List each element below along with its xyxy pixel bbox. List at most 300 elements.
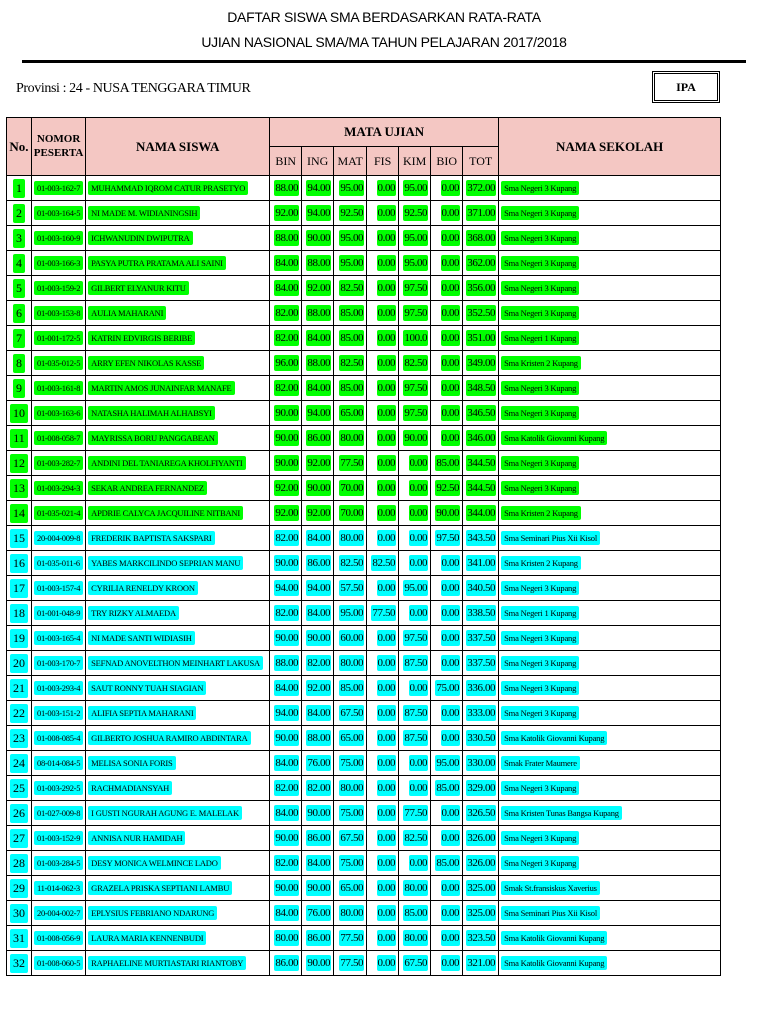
score-fis: 0.00 [377, 582, 396, 594]
row-number-cell [7, 501, 32, 526]
score-kim: 92.50 [404, 207, 428, 219]
table-row [7, 176, 721, 201]
score-kim-cell [399, 226, 431, 251]
score-ing-cell [302, 576, 334, 601]
score-bin: 86.00 [275, 957, 299, 969]
score-fis: 0.00 [377, 432, 396, 444]
score-bin: 90.00 [275, 407, 299, 419]
score-total: 329.00 [467, 782, 496, 794]
score-kim-cell [399, 576, 431, 601]
student-name-cell [86, 251, 270, 276]
school-name-cell [499, 651, 721, 676]
col-header-peserta [32, 118, 86, 176]
score-mat-cell [334, 276, 367, 301]
score-bio: 0.00 [441, 232, 460, 244]
table-row [7, 426, 721, 451]
row-number: 17 [10, 579, 28, 598]
score-total-cell [463, 576, 499, 601]
row-number: 16 [10, 554, 28, 573]
score-bin-cell [270, 901, 302, 926]
participant-number-cell [32, 926, 86, 951]
student-name: GRAZELA PRISKA SEPTIANI LAMBU [88, 881, 232, 895]
score-kim: 97.50 [404, 382, 428, 394]
score-fis: 0.00 [377, 907, 396, 919]
participant-number-cell [32, 476, 86, 501]
school-name: Sma Negeri 3 Kupang [501, 631, 579, 645]
participant-number-cell [32, 426, 86, 451]
score-bin: 90.00 [275, 432, 299, 444]
score-mat: 75.00 [340, 807, 364, 819]
score-bin: 90.00 [275, 732, 299, 744]
score-total-cell [463, 526, 499, 551]
score-bio-cell [431, 451, 463, 476]
score-fis-cell [367, 301, 399, 326]
score-ing-cell [302, 376, 334, 401]
school-name-cell [499, 551, 721, 576]
score-total: 368.00 [467, 232, 496, 244]
school-name: Sma Negeri 3 Kupang [501, 206, 579, 220]
school-name-cell [499, 176, 721, 201]
score-total-cell [463, 276, 499, 301]
score-ing: 88.00 [307, 732, 331, 744]
score-mat: 67.50 [340, 707, 364, 719]
school-name-cell [499, 951, 721, 976]
score-fis-cell [367, 576, 399, 601]
school-name: Sma Negeri 3 Kupang [501, 481, 579, 495]
score-bin-cell [270, 876, 302, 901]
participant-number: 01-003-163-6 [34, 406, 83, 420]
row-number-cell [7, 626, 32, 651]
score-mat: 65.00 [340, 407, 364, 419]
score-ing: 94.00 [307, 182, 331, 194]
score-ing-cell [302, 201, 334, 226]
score-ing-cell [302, 876, 334, 901]
col-header-mata-ujian: MATA UJIAN [270, 118, 499, 147]
row-number: 26 [10, 804, 28, 823]
score-fis-cell [367, 501, 399, 526]
school-name: Sma Negeri 3 Kupang [501, 381, 579, 395]
table-row [7, 401, 721, 426]
score-mat: 80.00 [340, 657, 364, 669]
table-row [7, 926, 721, 951]
score-mat: 60.00 [340, 632, 364, 644]
score-bio-cell [431, 701, 463, 726]
program-label: IPA [676, 79, 696, 94]
score-kim: 87.50 [404, 657, 428, 669]
score-ing: 88.00 [307, 307, 331, 319]
row-number-cell [7, 251, 32, 276]
score-total-cell [463, 426, 499, 451]
score-total-cell [463, 476, 499, 501]
score-kim-cell [399, 526, 431, 551]
score-bin-cell [270, 351, 302, 376]
score-mat: 95.00 [340, 257, 364, 269]
participant-number: 01-008-058-7 [34, 431, 83, 445]
participant-number-cell [32, 451, 86, 476]
score-fis-cell [367, 476, 399, 501]
score-kim-cell [399, 876, 431, 901]
score-mat-cell [334, 826, 367, 851]
score-mat-cell [334, 576, 367, 601]
school-name: Sma Negeri 3 Kupang [501, 681, 579, 695]
score-total: 326.00 [467, 857, 496, 869]
row-number: 29 [10, 879, 28, 898]
table-row [7, 551, 721, 576]
table-row [7, 326, 721, 351]
participant-number-cell [32, 776, 86, 801]
row-number-cell [7, 276, 32, 301]
score-bin: 88.00 [275, 182, 299, 194]
row-number-cell [7, 851, 32, 876]
participant-number: 01-003-161-8 [34, 381, 83, 395]
score-kim: 67.50 [404, 957, 428, 969]
score-ing: 76.00 [307, 907, 331, 919]
score-mat: 80.00 [340, 432, 364, 444]
score-total-cell [463, 226, 499, 251]
score-kim: 80.00 [404, 882, 428, 894]
school-name-cell [499, 726, 721, 751]
student-name: YABES MARKCILINDO SEPRIAN MANU [88, 556, 243, 570]
score-ing-cell [302, 551, 334, 576]
score-bio-cell [431, 676, 463, 701]
school-name-cell [499, 401, 721, 426]
student-name-cell [86, 876, 270, 901]
participant-number: 01-001-048-9 [34, 606, 83, 620]
score-mat: 82.50 [340, 357, 364, 369]
score-total-cell [463, 176, 499, 201]
score-fis: 0.00 [377, 682, 396, 694]
row-number-cell [7, 451, 32, 476]
row-number: 31 [10, 929, 28, 948]
score-fis-cell [367, 451, 399, 476]
student-name-cell [86, 276, 270, 301]
score-bin: 90.00 [275, 832, 299, 844]
student-name: ALIFIA SEPTIA MAHARANI [88, 706, 196, 720]
student-name-cell [86, 776, 270, 801]
col-header-subject: ING [302, 147, 334, 176]
score-bin-cell [270, 326, 302, 351]
student-name-cell [86, 201, 270, 226]
score-ing: 90.00 [307, 232, 331, 244]
score-total-cell [463, 826, 499, 851]
score-ing-cell [302, 601, 334, 626]
score-bin: 82.00 [275, 857, 299, 869]
score-kim: 97.50 [404, 307, 428, 319]
school-name-cell [499, 451, 721, 476]
participant-number-cell [32, 651, 86, 676]
table-row [7, 726, 721, 751]
row-number-cell [7, 651, 32, 676]
col-header-subject: BIN [270, 147, 302, 176]
col-header-peserta-line1: NOMOR [36, 132, 81, 145]
score-bio-cell [431, 301, 463, 326]
score-total: 351.00 [467, 332, 496, 344]
score-ing-cell [302, 251, 334, 276]
score-ing-cell [302, 776, 334, 801]
row-number-cell [7, 601, 32, 626]
student-name: ANDINI DEL TANIAREGA KHOLFIYANTI [88, 456, 245, 470]
score-ing: 86.00 [307, 832, 331, 844]
score-kim-cell [399, 276, 431, 301]
participant-number: 11-014-062-3 [34, 881, 83, 895]
participant-number-cell [32, 751, 86, 776]
score-bio-cell [431, 601, 463, 626]
score-kim-cell [399, 701, 431, 726]
score-fis: 0.00 [377, 732, 396, 744]
score-bin-cell [270, 201, 302, 226]
student-name-cell [86, 676, 270, 701]
score-fis: 0.00 [377, 232, 396, 244]
score-kim-cell [399, 626, 431, 651]
score-fis: 0.00 [377, 932, 396, 944]
student-name: MARTIN AMOS JUNAINFAR MANAFE [88, 381, 234, 395]
score-fis-cell [367, 626, 399, 651]
score-fis: 0.00 [377, 532, 396, 544]
school-name-cell [499, 826, 721, 851]
participant-number: 01-003-165-4 [34, 631, 83, 645]
score-ing: 90.00 [307, 482, 331, 494]
score-fis-cell [367, 726, 399, 751]
score-ing: 94.00 [307, 207, 331, 219]
score-bin-cell [270, 651, 302, 676]
score-kim-cell [399, 726, 431, 751]
row-number-cell [7, 301, 32, 326]
student-name-cell [86, 176, 270, 201]
score-total: 348.50 [467, 382, 496, 394]
participant-number: 01-003-284-5 [34, 856, 83, 870]
row-number: 5 [13, 279, 25, 298]
row-number-cell [7, 426, 32, 451]
participant-number-cell [32, 951, 86, 976]
table-row [7, 626, 721, 651]
table-row [7, 851, 721, 876]
student-name-cell [86, 551, 270, 576]
score-bio: 0.00 [441, 382, 460, 394]
score-bin-cell [270, 851, 302, 876]
document-title-line-1: DAFTAR SISWA SMA BERDASARKAN RATA-RATA [227, 9, 541, 25]
score-ing: 84.00 [307, 332, 331, 344]
participant-number: 01-027-009-8 [34, 806, 83, 820]
score-kim: 0.00 [409, 782, 428, 794]
score-bin: 94.00 [275, 707, 299, 719]
score-fis-cell [367, 951, 399, 976]
row-number-cell [7, 826, 32, 851]
row-number: 9 [13, 379, 25, 398]
participant-number-cell [32, 726, 86, 751]
school-name-cell [499, 376, 721, 401]
score-kim: 0.00 [409, 457, 428, 469]
participant-number-cell [32, 526, 86, 551]
score-bin-cell [270, 276, 302, 301]
participant-number-cell [32, 226, 86, 251]
student-name: AULIA MAHARANI [88, 306, 166, 320]
school-name: Sma Negeri 3 Kupang [501, 181, 579, 195]
score-fis-cell [367, 676, 399, 701]
score-kim: 0.00 [409, 607, 428, 619]
score-bio-cell [431, 276, 463, 301]
score-ing: 92.00 [307, 507, 331, 519]
score-ing: 90.00 [307, 957, 331, 969]
score-kim: 0.00 [409, 757, 428, 769]
score-bio: 97.50 [436, 532, 460, 544]
score-bin-cell [270, 701, 302, 726]
score-total: 356.00 [467, 282, 496, 294]
student-name-cell [86, 951, 270, 976]
score-mat: 70.00 [340, 482, 364, 494]
participant-number-cell [32, 276, 86, 301]
school-name: Sma Negeri 3 Kupang [501, 831, 579, 845]
score-fis-cell [367, 201, 399, 226]
score-total: 326.50 [467, 807, 496, 819]
score-total-cell [463, 951, 499, 976]
score-fis: 0.00 [377, 882, 396, 894]
score-kim: 95.00 [404, 582, 428, 594]
score-bio: 90.00 [436, 507, 460, 519]
student-name-cell [86, 801, 270, 826]
school-name: Smak Frater Maumere [501, 756, 580, 770]
table-row [7, 201, 721, 226]
score-bio: 0.00 [441, 407, 460, 419]
score-bin: 88.00 [275, 657, 299, 669]
score-kim: 85.00 [404, 907, 428, 919]
school-name: Sma Katolik Giovanni Kupang [501, 731, 607, 745]
score-mat-cell [334, 676, 367, 701]
participant-number: 01-003-282-7 [34, 456, 83, 470]
row-number-cell [7, 326, 32, 351]
score-bio: 0.00 [441, 907, 460, 919]
table-row [7, 301, 721, 326]
score-mat-cell [334, 901, 367, 926]
score-bio-cell [431, 526, 463, 551]
score-mat: 75.00 [340, 757, 364, 769]
table-row [7, 751, 721, 776]
score-bin: 84.00 [275, 682, 299, 694]
student-name: RACHMADIANSYAH [88, 781, 172, 795]
score-fis: 0.00 [377, 757, 396, 769]
score-bio: 0.00 [441, 932, 460, 944]
student-name: ARRY EFEN NIKOLAS KASSE [88, 356, 204, 370]
score-mat-cell [334, 651, 367, 676]
score-kim-cell [399, 376, 431, 401]
row-number-cell [7, 576, 32, 601]
score-bio-cell [431, 651, 463, 676]
score-kim-cell [399, 776, 431, 801]
score-mat: 95.00 [340, 182, 364, 194]
score-total: 338.50 [467, 607, 496, 619]
school-name: Sma Negeri 3 Kupang [501, 706, 579, 720]
row-number-cell [7, 351, 32, 376]
table-row [7, 701, 721, 726]
score-total-cell [463, 676, 499, 701]
score-bin: 84.00 [275, 257, 299, 269]
score-kim-cell [399, 826, 431, 851]
student-name: ANNISA NUR HAMIDAH [88, 831, 185, 845]
school-name-cell [499, 876, 721, 901]
score-fis-cell [367, 851, 399, 876]
score-bin: 88.00 [275, 232, 299, 244]
score-mat-cell [334, 301, 367, 326]
row-number-cell [7, 701, 32, 726]
score-kim-cell [399, 751, 431, 776]
score-bio-cell [431, 926, 463, 951]
score-ing: 84.00 [307, 707, 331, 719]
student-name-cell [86, 701, 270, 726]
score-bin: 96.00 [275, 357, 299, 369]
school-name-cell [499, 326, 721, 351]
score-mat: 85.00 [340, 682, 364, 694]
score-fis-cell [367, 801, 399, 826]
score-fis-cell [367, 351, 399, 376]
score-fis-cell [367, 551, 399, 576]
school-name-cell [499, 226, 721, 251]
row-number: 28 [10, 854, 28, 873]
score-fis: 0.00 [377, 832, 396, 844]
participant-number: 08-014-084-5 [34, 756, 83, 770]
score-bio: 0.00 [441, 432, 460, 444]
score-total: 349.00 [467, 357, 496, 369]
participant-number: 01-001-172-5 [34, 331, 83, 345]
row-number-cell [7, 876, 32, 901]
score-bio-cell [431, 201, 463, 226]
score-ing: 84.00 [307, 857, 331, 869]
student-name: MAYRISSA BORU PANGGABEAN [88, 431, 218, 445]
score-bio: 0.00 [441, 707, 460, 719]
student-name: GILBERT ELYANUR KITU [88, 281, 189, 295]
student-name-cell [86, 826, 270, 851]
score-total-cell [463, 701, 499, 726]
student-name: ICHWANUDIN DWIPUTRA [88, 231, 192, 245]
score-kim: 87.50 [404, 732, 428, 744]
score-bio-cell [431, 626, 463, 651]
score-mat: 85.00 [340, 382, 364, 394]
score-ing-cell [302, 501, 334, 526]
score-bin-cell [270, 426, 302, 451]
score-fis-cell [367, 826, 399, 851]
score-kim-cell [399, 551, 431, 576]
score-bin: 82.00 [275, 307, 299, 319]
student-name-cell [86, 651, 270, 676]
row-number: 19 [10, 629, 28, 648]
score-total: 337.50 [467, 632, 496, 644]
score-bin: 84.00 [275, 907, 299, 919]
participant-number: 01-003-153-8 [34, 306, 83, 320]
participant-number-cell [32, 201, 86, 226]
score-bin-cell [270, 176, 302, 201]
participant-number: 01-003-292-5 [34, 781, 83, 795]
score-kim: 0.00 [409, 682, 428, 694]
score-total-cell [463, 251, 499, 276]
score-total: 321.00 [467, 957, 496, 969]
student-name-cell [86, 626, 270, 651]
score-fis: 0.00 [377, 507, 396, 519]
student-name: SAUT RONNY TUAH SIAGIAN [88, 681, 206, 695]
score-bio-cell [431, 826, 463, 851]
score-total-cell [463, 901, 499, 926]
row-number: 11 [10, 429, 28, 448]
score-bio-cell [431, 176, 463, 201]
school-name-cell [499, 601, 721, 626]
score-ing-cell [302, 626, 334, 651]
score-bin-cell [270, 401, 302, 426]
score-total: 336.00 [467, 682, 496, 694]
row-number-cell [7, 726, 32, 751]
student-name: MELISA SONIA FORIS [88, 756, 175, 770]
score-fis: 0.00 [377, 257, 396, 269]
score-bin-cell [270, 501, 302, 526]
student-name: RAPHAELINE MURTIASTARI RIANTOBY [88, 956, 246, 970]
row-number: 3 [13, 229, 25, 248]
score-bio: 95.00 [436, 757, 460, 769]
